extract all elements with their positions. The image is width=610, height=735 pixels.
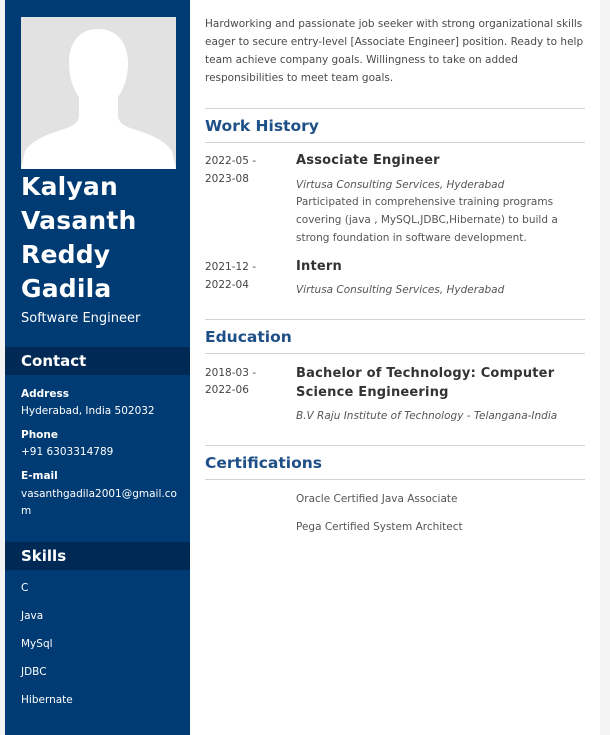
email-value: vasanthgadila2001@gmail.com [21, 488, 177, 517]
certifications-heading: Certifications [205, 454, 323, 472]
skills-heading-bar [5, 542, 190, 570]
contact-heading-bar [5, 347, 190, 375]
work-title: Associate Engineer [296, 153, 440, 168]
divider [205, 319, 585, 320]
work-date-end: 2022-04 [205, 279, 249, 291]
skill-item: C [21, 582, 29, 594]
certification-item: Oracle Certified Java Associate [296, 493, 458, 505]
education-degree: Bachelor of Technology: Computer Science Engineering [296, 366, 555, 400]
contact-heading: Contact [21, 352, 87, 370]
name-line-4: Gadila [21, 274, 112, 303]
education-institution: B.V Raju Institute of Technology - Telangana-India [296, 410, 558, 422]
divider [205, 479, 585, 480]
work-title: Intern [296, 259, 342, 274]
certification-item: Pega Certified System Architect [296, 521, 463, 533]
work-company: Virtusa Consulting Services, Hyderabad [296, 284, 505, 296]
address-label: Address [21, 388, 69, 400]
name-line-1: Kalyan [21, 172, 118, 201]
sidebar [5, 0, 190, 735]
avatar-silhouette-icon [21, 17, 176, 169]
skill-item: MySql [21, 638, 53, 650]
phone-value: +91 6303314789 [21, 446, 114, 458]
work-date-start: 2022-05 - [205, 155, 256, 167]
skills-heading: Skills [21, 547, 67, 565]
work-history-heading: Work History [205, 117, 319, 135]
professional-summary: Hardworking and passionate job seeker with strong organizational skills eager to secure entry-level [Associate Engineer] position. Ready to help team achieve company goals. Willingness to take on added responsibilities to meet team goals. [205, 18, 584, 84]
skill-item: Hibernate [21, 694, 73, 706]
address-value: Hyderabad, India 502032 [21, 405, 155, 417]
work-date-end: 2023-08 [205, 173, 249, 185]
divider [205, 108, 585, 109]
name-line-3: Reddy [21, 240, 111, 269]
divider [205, 353, 585, 354]
divider [205, 142, 585, 143]
divider [205, 445, 585, 446]
work-description: Participated in comprehensive training programs covering (java , MySQL,JDBC,Hibernate) to build a strong foundation in software development. [296, 196, 558, 244]
phone-label: Phone [21, 429, 58, 441]
education-heading: Education [205, 328, 292, 346]
education-date-start: 2018-03 - [205, 367, 256, 379]
work-date-start: 2021-12 - [205, 261, 256, 273]
email-label: E-mail [21, 470, 58, 482]
candidate-name [21, 170, 191, 306]
page-margin-right [600, 0, 610, 735]
skill-item: JDBC [21, 666, 47, 678]
job-role: Software Engineer [21, 311, 141, 326]
work-company: Virtusa Consulting Services, Hyderabad [296, 179, 505, 191]
education-date-end: 2022-06 [205, 384, 249, 396]
skill-item: Java [21, 610, 44, 622]
name-line-2: Vasanth [21, 206, 137, 235]
